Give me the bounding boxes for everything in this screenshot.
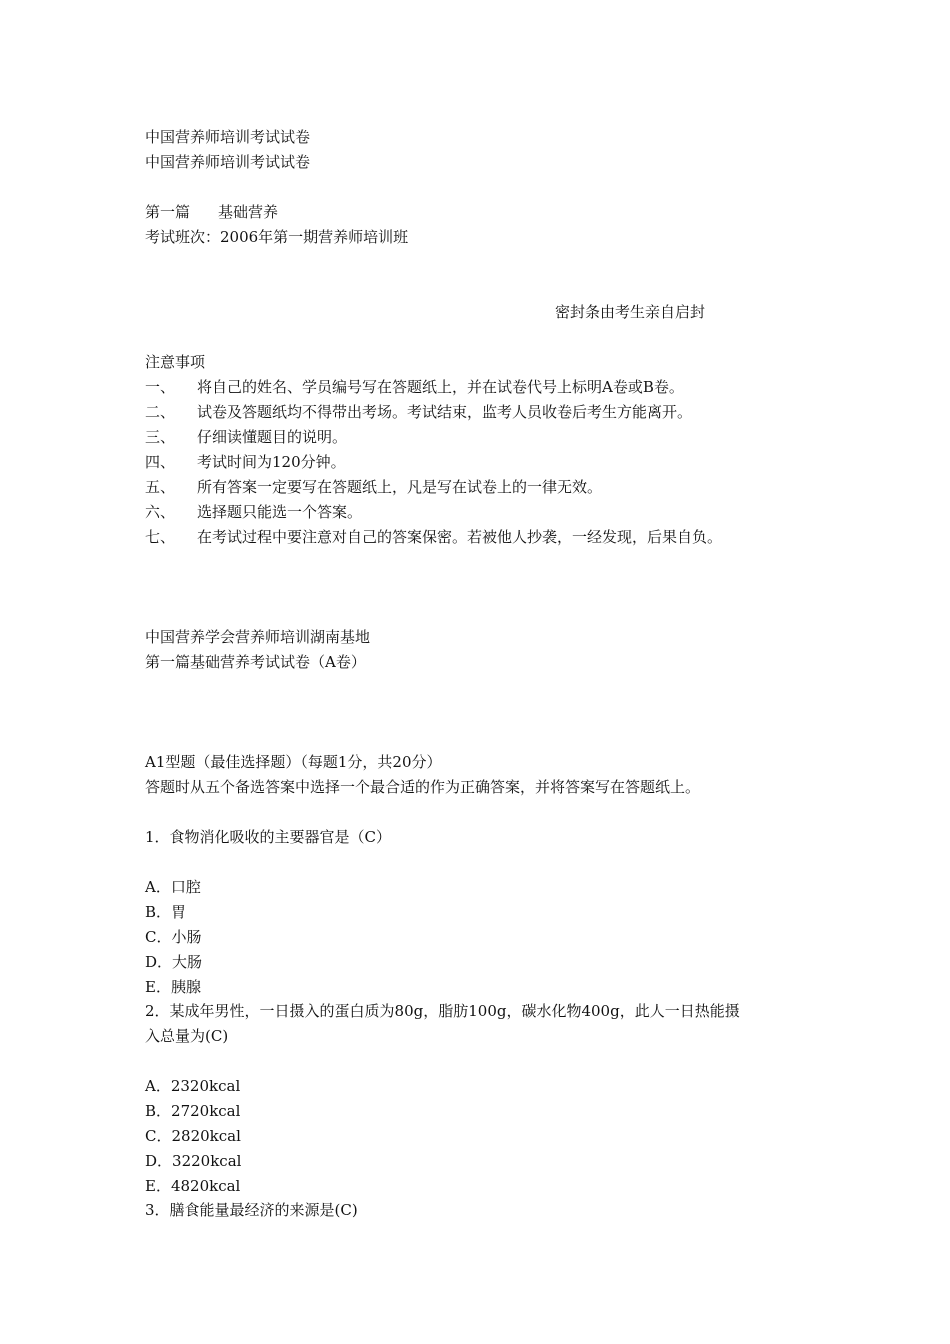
notice-num: 三、 bbox=[145, 428, 176, 446]
notice-text: 考试时间为120分钟。 bbox=[197, 453, 346, 471]
doc-title: 中国营养师培训考试试卷 bbox=[145, 128, 311, 146]
part-label: 第一篇 bbox=[145, 203, 191, 221]
exam-class-info: 考试班次：2006年第一期营养师培训班 bbox=[145, 228, 409, 246]
section-title: A1型题（最佳选择题）（每题1分，共20分） bbox=[145, 753, 442, 771]
option-b: B．2720kcal bbox=[145, 1102, 241, 1120]
notice-text: 在考试过程中要注意对自己的答案保密。若被他人抄袭，一经发现，后果自负。 bbox=[197, 528, 723, 546]
question-stem-continued: 入总量为(C) bbox=[145, 1027, 229, 1045]
notice-item bbox=[145, 377, 684, 397]
notice-text: 仔细读懂题目的说明。 bbox=[197, 428, 348, 446]
option-b: B．胃 bbox=[145, 903, 187, 921]
organization-name: 中国营养学会营养师培训湖南基地 bbox=[145, 628, 371, 646]
option-e: E．4820kcal bbox=[145, 1177, 241, 1195]
notice-heading: 注意事项 bbox=[145, 353, 206, 371]
notice-text: 将自己的姓名、学员编号写在答题纸上，并在试卷代号上标明A卷或B卷。 bbox=[197, 378, 684, 396]
option-d: D．大肠 bbox=[145, 953, 203, 971]
option-c: C．小肠 bbox=[145, 928, 202, 946]
seal-note: 密封条由考生亲自启封 bbox=[555, 303, 706, 321]
doc-title-repeat: 中国营养师培训考试试卷 bbox=[145, 153, 311, 171]
option-d: D．3220kcal bbox=[145, 1152, 242, 1170]
notice-num: 一、 bbox=[145, 378, 176, 396]
notice-item bbox=[145, 452, 346, 472]
notice-item bbox=[145, 402, 692, 422]
notice-item bbox=[145, 502, 362, 522]
notice-text: 选择题只能选一个答案。 bbox=[197, 503, 363, 521]
paper-title: 第一篇基础营养考试试卷（A卷） bbox=[145, 653, 366, 671]
part-heading bbox=[145, 202, 278, 222]
part-name: 基础营养 bbox=[218, 203, 279, 221]
option-c: C．2820kcal bbox=[145, 1127, 241, 1145]
question-stem: 1．食物消化吸收的主要器官是（C） bbox=[145, 828, 392, 846]
option-e: E．胰腺 bbox=[145, 978, 201, 996]
question-stem: 2．某成年男性，一日摄入的蛋白质为80g，脂肪100g，碳水化物400g，此人一日热能摄 bbox=[145, 1002, 740, 1020]
option-a: A．2320kcal bbox=[145, 1077, 241, 1095]
notice-item bbox=[145, 527, 722, 547]
option-a: A．口腔 bbox=[145, 878, 201, 896]
notice-num: 二、 bbox=[145, 403, 176, 421]
notice-text: 试卷及答题纸均不得带出考场。考试结束，监考人员收卷后考生方能离开。 bbox=[197, 403, 693, 421]
question-stem: 3．膳食能量最经济的来源是(C) bbox=[145, 1201, 358, 1219]
notice-num: 七、 bbox=[145, 528, 176, 546]
notice-text: 所有答案一定要写在答题纸上，凡是写在试卷上的一律无效。 bbox=[197, 478, 603, 496]
notice-num: 五、 bbox=[145, 478, 176, 496]
notice-num: 六、 bbox=[145, 503, 176, 521]
notice-item bbox=[145, 427, 347, 447]
notice-num: 四、 bbox=[145, 453, 176, 471]
section-instruction: 答题时从五个备选答案中选择一个最合适的作为正确答案，并将答案写在答题纸上。 bbox=[145, 778, 701, 796]
notice-item bbox=[145, 477, 602, 497]
